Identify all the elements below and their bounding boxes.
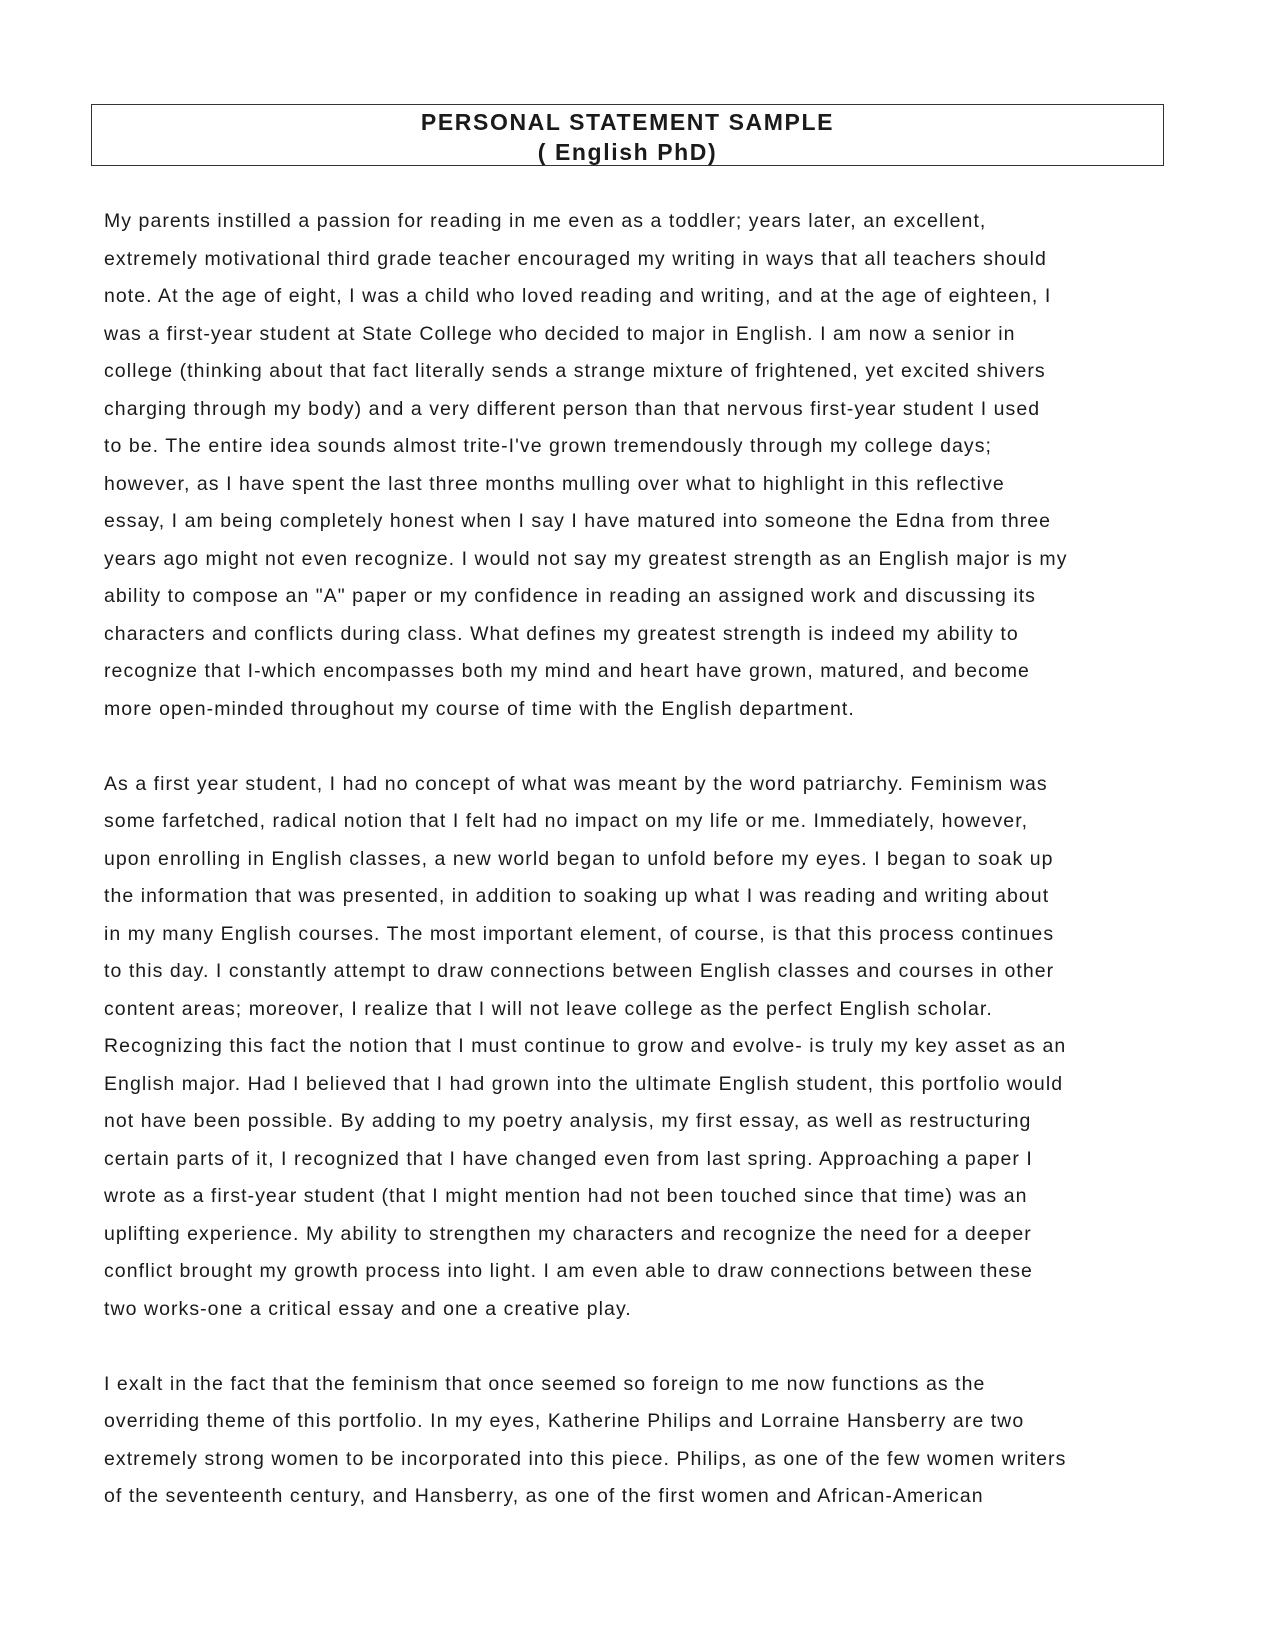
text-line: uplifting experience. My ability to strengthen my characters and recognize the need for a deeper bbox=[104, 1222, 1032, 1245]
text-line: I exalt in the fact that the feminism that once seemed so foreign to me now functions as the bbox=[104, 1372, 986, 1395]
text-line: My parents instilled a passion for reading in me even as a toddler; years later, an excellent, bbox=[104, 210, 987, 232]
paragraph-3 bbox=[104, 1366, 1164, 1516]
document-subtitle: ( English PhD) bbox=[537, 139, 718, 165]
text-line: extremely strong women to be incorporated into this piece. Philips, as one of the few women writers bbox=[104, 1447, 1067, 1470]
text-line: note. At the age of eight, I was a child who loved reading and writing, and at the age of eighteen, I bbox=[104, 285, 1052, 307]
paragraph-spacer bbox=[104, 1328, 1164, 1366]
paragraph-spacer bbox=[104, 728, 1164, 766]
text-line: the information that was presented, in addition to soaking up what I was reading and writing about bbox=[104, 885, 1050, 907]
text-line: overriding theme of this portfolio. In my eyes, Katherine Philips and Lorraine Hansberry are two bbox=[104, 1410, 1025, 1432]
text-line: ability to compose an "A" paper or my confidence in reading an assigned work and discussing its bbox=[104, 585, 1036, 607]
text-line: some farfetched, radical notion that I felt had no impact on my life or me. Immediately, however, bbox=[104, 810, 1029, 832]
text-line: not have been possible. By adding to my poetry analysis, my first essay, as well as restructuring bbox=[104, 1110, 1032, 1132]
text-line: college (thinking about that fact literally sends a strange mixture of frightened, yet excited shivers bbox=[104, 360, 1046, 382]
text-line: English major. Had I believed that I had grown into the ultimate English student, this portfolio would bbox=[104, 1072, 1064, 1095]
text-line: characters and conflicts during class. What defines my greatest strength is indeed my ability to bbox=[104, 622, 1019, 645]
text-line: wrote as a first-year student (that I might mention had not been touched since that time) was an bbox=[104, 1185, 1028, 1207]
body-text bbox=[104, 203, 1164, 1516]
text-line: charging through my body) and a very different person than that nervous first-year student I used bbox=[104, 397, 1041, 420]
text-line: however, as I have spent the last three months mulling over what to highlight in this reflective bbox=[104, 472, 1005, 495]
text-line: more open-minded throughout my course of time with the English department. bbox=[104, 697, 855, 720]
text-line: extremely motivational third grade teacher encouraged my writing in ways that all teachers should bbox=[104, 247, 1047, 270]
paragraph-2 bbox=[104, 766, 1164, 1329]
document-title: PERSONAL STATEMENT SAMPLE bbox=[420, 109, 835, 135]
text-line: two works-one a critical essay and one a creative play. bbox=[104, 1297, 632, 1320]
text-line: essay, I am being completely honest when I say I have matured into someone the Edna from three bbox=[104, 510, 1052, 532]
paragraph-1 bbox=[104, 203, 1164, 728]
title-box bbox=[91, 104, 1164, 166]
text-line: years ago might not even recognize. I would not say my greatest strength as an English major is my bbox=[104, 547, 1068, 570]
text-line: in my many English courses. The most important element, of course, is that this process continues bbox=[104, 922, 1055, 945]
text-line: upon enrolling in English classes, a new world began to unfold before my eyes. I began to soak up bbox=[104, 847, 1054, 870]
text-line: of the seventeenth century, and Hansberry, as one of the first women and African-American bbox=[104, 1485, 984, 1507]
text-line: to be. The entire idea sounds almost trite-I've grown tremendously through my college days; bbox=[104, 435, 992, 457]
text-line: to this day. I constantly attempt to draw connections between English classes and courses in other bbox=[104, 960, 1055, 982]
text-line: recognize that I-which encompasses both my mind and heart have grown, matured, and become bbox=[104, 660, 1030, 682]
text-line: was a first-year student at State College who decided to major in English. I am now a senior in bbox=[104, 322, 1016, 345]
text-line: As a first year student, I had no concept of what was meant by the word patriarchy. Feminism was bbox=[104, 772, 1048, 795]
text-line: conflict brought my growth process into light. I am even able to draw connections between these bbox=[104, 1260, 1033, 1282]
text-line: content areas; moreover, I realize that I will not leave college as the perfect English scholar. bbox=[104, 997, 993, 1020]
text-line: certain parts of it, I recognized that I have changed even from last spring. Approaching a paper I bbox=[104, 1147, 1033, 1170]
text-line: Recognizing this fact the notion that I must continue to grow and evolve- is truly my key asset as an bbox=[104, 1035, 1067, 1057]
